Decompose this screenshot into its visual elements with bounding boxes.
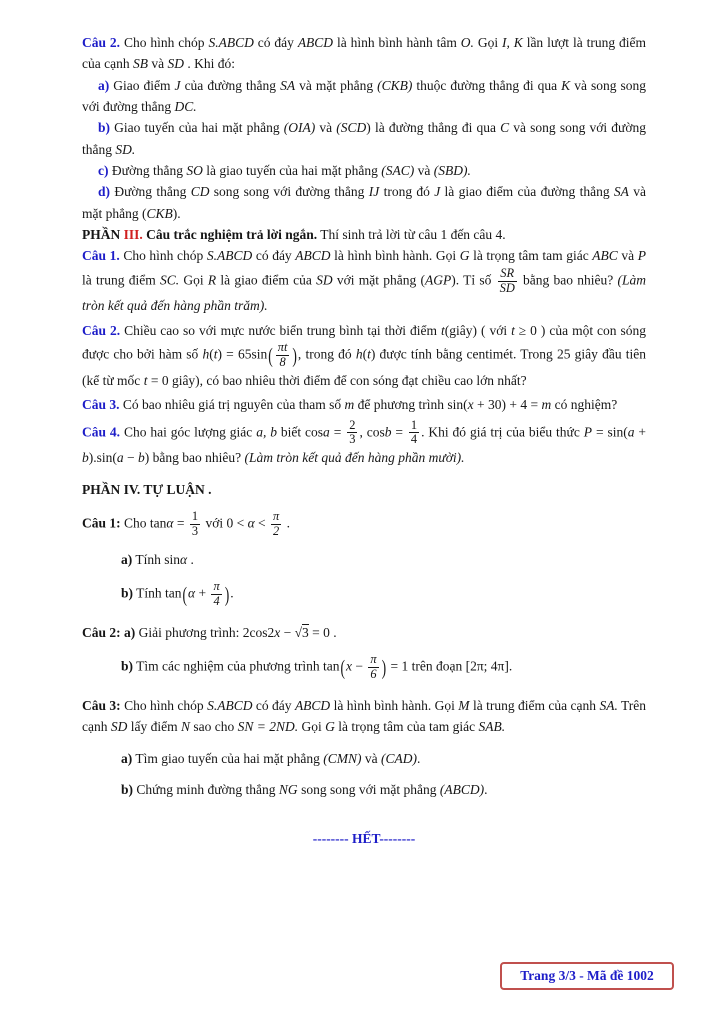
big-right-paren: ) — [381, 655, 387, 680]
fraction-numerator: πt — [277, 340, 288, 355]
text-run: b — [384, 424, 392, 440]
text-run: α — [180, 551, 188, 567]
text-run: (SBD). — [433, 162, 471, 178]
fraction-numerator: π — [273, 509, 280, 524]
fraction-denominator: SD — [499, 280, 515, 295]
text-run: III. — [123, 226, 143, 242]
fraction-denominator: 3 — [191, 523, 199, 538]
text-run: và — [617, 248, 638, 264]
text-run: a — [627, 424, 635, 440]
fraction-denominator: 4 — [213, 594, 220, 609]
text-run: là trọng tâm của tam giác — [334, 719, 479, 735]
text-run: b) — [121, 782, 134, 798]
text-run: Cho hình chóp — [119, 248, 207, 264]
fraction-denominator: 6 — [370, 667, 377, 682]
text-run: là hình bình hành. Gọi — [330, 698, 459, 714]
text-run: Chiều cao so với mực nước biển trung bình tại thời điểm — [120, 322, 441, 338]
part2-question-2-item-a — [82, 75, 646, 118]
text-run: . — [484, 782, 488, 798]
text-run: t — [143, 372, 148, 388]
text-run: và — [147, 56, 168, 72]
text-run: b) — [98, 120, 111, 136]
text-run: Câu 3. — [82, 397, 120, 413]
part3-question-4 — [82, 419, 646, 469]
text-run: ( — [209, 346, 214, 362]
text-run: là giao điểm của đường thẳng — [440, 184, 614, 200]
text-run: ABC — [592, 248, 618, 264]
text-run: và song song với đường thẳng — [82, 77, 646, 114]
radicand: 3 — [302, 624, 309, 640]
part4-header — [82, 479, 646, 500]
text-run: (SCD — [336, 120, 367, 136]
text-run: a — [116, 450, 124, 466]
text-run: Tính tan — [133, 585, 182, 601]
part2-question-2 — [82, 32, 646, 75]
text-run: với 0 < — [202, 515, 248, 531]
part3-header — [82, 224, 646, 245]
text-run: và mặt phẳng ( — [82, 184, 646, 221]
text-run: ABCD — [294, 698, 331, 714]
text-run: G — [459, 248, 470, 264]
text-run: − — [280, 624, 295, 640]
text-run: Gọi — [298, 719, 326, 735]
fraction-denominator: 2 — [273, 523, 280, 538]
text-run: R — [207, 272, 217, 288]
text-run: c) — [98, 162, 109, 178]
text-run: và — [315, 120, 337, 136]
text-run: CKB — [146, 205, 173, 221]
fraction-numerator: π — [370, 652, 377, 667]
text-run: a) — [121, 551, 133, 567]
part2-question-2-item-b — [82, 117, 646, 160]
text-run: SA — [280, 77, 296, 93]
fraction-numerator: π — [213, 579, 220, 594]
text-run: α — [188, 585, 196, 601]
text-run: Thí sinh trả lời từ câu 1 đến câu 4. — [317, 226, 506, 242]
fraction — [188, 510, 202, 539]
text-run: a) — [98, 77, 110, 93]
text-run: Câu 1. — [82, 248, 120, 264]
text-run: x — [274, 624, 281, 640]
text-run: bằng bao nhiêu? — [518, 272, 618, 288]
text-run: t — [441, 322, 445, 338]
text-run: b) — [121, 585, 134, 601]
part4-question-3-item-a — [121, 748, 646, 769]
text-run: ABCD — [297, 35, 334, 50]
text-run: và — [414, 162, 434, 178]
part4-question-2 — [82, 622, 646, 643]
text-run: CD — [190, 184, 210, 200]
text-run: + — [634, 424, 646, 440]
text-run: SAB. — [478, 719, 506, 735]
text-run: Giao điểm — [109, 77, 175, 93]
big-left-paren: ( — [340, 655, 346, 680]
fraction-denominator: 3 — [349, 432, 356, 447]
text-run: SB — [132, 56, 148, 72]
text-run: = 1 trên đoạn — [387, 658, 466, 674]
part2-question-2-item-c — [82, 160, 646, 181]
text-run: với mặt phẳng ( — [332, 272, 425, 288]
text-run: , cos — [359, 424, 385, 440]
text-run: I, K — [501, 35, 523, 50]
text-run: (CAD) — [380, 750, 417, 766]
text-run: (giây) ( với — [444, 322, 512, 338]
part4-question-1 — [82, 510, 646, 539]
text-run: Gọi — [179, 272, 208, 288]
end-marker: -------- HẾT-------- — [312, 831, 416, 847]
text-run: − — [352, 658, 367, 674]
square-root — [295, 624, 309, 640]
text-run: của đường thẳng — [180, 77, 281, 93]
text-run: Cho hình chóp — [120, 35, 209, 50]
text-run: ). — [172, 205, 181, 221]
text-run: h — [202, 346, 210, 362]
fraction — [496, 267, 519, 296]
text-run: Trên cạnh — [82, 698, 647, 735]
text-run: Câu 2: a) — [82, 624, 136, 640]
text-run: biết cos — [276, 424, 324, 440]
text-run: α — [247, 515, 255, 531]
text-run: SA — [613, 184, 629, 200]
big-left-paren: ( — [182, 582, 188, 607]
fraction — [345, 419, 359, 448]
text-run: t — [511, 322, 515, 338]
text-run: SD — [316, 272, 333, 288]
text-run: lần lượt là trung điểm của cạnh — [82, 35, 647, 72]
text-run: b — [138, 450, 145, 466]
text-run: (Làm tròn kết quả đến hàng phần mười). — [244, 450, 465, 466]
text-run: d) — [98, 184, 111, 200]
page-footer-box — [500, 962, 674, 990]
text-run: là hình bình hành tâm — [333, 35, 461, 50]
text-run: M — [458, 698, 470, 714]
text-run: ) bằng bao nhiêu? — [144, 450, 245, 466]
part4-question-3-item-b — [121, 779, 646, 800]
part3-question-1 — [82, 245, 646, 316]
text-run: Tìm giao tuyến của hai mặt phẳng — [132, 750, 324, 766]
text-run: ) được tính bằng centimét. Trong 25 giây đầu tiên (kể từ mốc — [82, 346, 647, 388]
text-run: . — [416, 750, 421, 766]
text-run: = 0 giây), có bao nhiêu thời điểm để con sóng đạt chiều cao lớn nhất? — [147, 372, 527, 388]
text-run: = — [329, 424, 346, 440]
text-run: J — [174, 77, 181, 93]
text-run: ) = 65sin — [217, 346, 268, 362]
text-run: và song song với đường thẳng — [82, 120, 646, 157]
text-run: (Làm tròn kết quả đến hàng phần trăm). — [82, 272, 647, 314]
text-run: SN = 2ND. — [237, 719, 299, 735]
text-run: là trọng tâm tam giác — [469, 248, 593, 264]
text-run: , trong đó — [297, 346, 356, 362]
fraction — [366, 653, 380, 682]
text-run: P — [637, 248, 646, 264]
text-run: b — [82, 450, 89, 466]
text-run: Giải phương trình: 2cos2 — [135, 624, 275, 640]
part4-question-1-item-b — [121, 580, 646, 609]
text-run: PHẦN — [82, 226, 124, 242]
text-run: Đường thẳng — [108, 162, 187, 178]
text-run: t — [367, 346, 371, 362]
text-run: = — [391, 424, 407, 440]
text-run: m — [344, 397, 355, 413]
text-run: lấy điểm — [127, 719, 181, 735]
text-run: Câu 3: — [82, 698, 121, 714]
text-run: S.ABCD — [206, 248, 253, 264]
text-run: t — [213, 346, 218, 362]
text-run: song song với đường thẳng — [209, 184, 369, 200]
text-run: là giao tuyến của hai mặt phẳng — [202, 162, 382, 178]
text-run: SD. — [115, 141, 136, 157]
text-run: ). Tỉ số — [451, 272, 496, 288]
text-run: Câu 1: — [82, 515, 121, 531]
page-content — [82, 32, 646, 850]
text-run: N — [180, 719, 190, 735]
fraction — [407, 419, 421, 448]
text-run: < — [254, 515, 270, 531]
text-run: là trung điểm — [82, 272, 160, 288]
text-run: b) — [121, 658, 134, 674]
text-run: x — [346, 658, 353, 674]
text-run: K — [561, 77, 571, 93]
text-run: có đáy — [252, 698, 295, 714]
big-right-paren: ) — [292, 343, 297, 368]
text-run: . Khi đó: — [183, 56, 235, 72]
text-run: để phương trình sin( — [354, 397, 468, 413]
text-run: = — [173, 515, 188, 531]
text-run: Câu 2. — [82, 322, 121, 338]
fraction — [274, 341, 292, 370]
text-run: + 30) + 4 = — [473, 397, 542, 413]
part3-question-2 — [82, 320, 646, 391]
text-run: (SAC) — [381, 162, 415, 178]
text-run: x — [467, 397, 474, 413]
text-run: ABCD — [295, 248, 331, 264]
text-run: Câu trắc nghiệm trả lời ngắn. — [142, 226, 318, 242]
fraction-numerator: 2 — [349, 417, 356, 432]
text-run: O. — [460, 35, 474, 50]
text-run: a — [323, 424, 330, 440]
text-run: Cho tan — [120, 515, 167, 531]
text-run: Câu 4. — [82, 424, 121, 440]
text-run: SO — [186, 162, 203, 178]
text-run: SD — [167, 56, 184, 72]
text-run: Cho hình chóp — [120, 698, 208, 714]
part2-question-2-item-d — [82, 181, 646, 224]
text-run: SA. — [599, 698, 618, 714]
text-run: h — [355, 346, 363, 362]
fraction-numerator: SR — [498, 267, 517, 282]
text-run: SD — [110, 719, 128, 735]
text-run: a, b — [256, 424, 277, 440]
text-run: (CKB) — [377, 77, 413, 93]
text-run: Tìm các nghiệm của phương trình tan — [133, 658, 340, 674]
fraction-denominator: 8 — [279, 354, 286, 369]
text-run: Có bao nhiêu giá trị nguyên của tham số — [119, 397, 345, 413]
text-run: có đáy — [253, 35, 298, 50]
text-run: có đáy — [252, 248, 296, 264]
text-run: S.ABCD — [207, 698, 253, 714]
text-run: thuộc đường thẳng đi qua — [412, 77, 562, 93]
text-run: C — [500, 120, 510, 136]
text-run: có nghiệm? — [551, 397, 618, 413]
fraction-denominator: 4 — [410, 432, 418, 447]
text-run: Cho hai góc lượng giác — [120, 424, 257, 440]
text-run: SC. — [159, 272, 180, 288]
text-run: (ABCD) — [439, 782, 485, 798]
text-run: . — [230, 585, 234, 601]
text-run: ≥ 0 ) của một con sóng được cho bởi hàm số — [82, 322, 647, 362]
fraction — [269, 510, 283, 539]
text-run: Tính sin — [132, 551, 181, 567]
part4-question-3 — [82, 695, 646, 738]
text-run: m — [541, 397, 552, 413]
text-run: ( — [362, 346, 368, 362]
text-run: NG — [278, 782, 298, 798]
text-run: là trung điểm của cạnh — [469, 698, 600, 714]
text-run: (OIA) — [283, 120, 316, 136]
big-right-paren: ) — [224, 582, 230, 607]
text-run: Đường thẳng — [110, 184, 191, 200]
text-run: là giao điểm của — [216, 272, 317, 288]
fraction-numerator: 1 — [191, 509, 199, 524]
text-run: sao cho — [190, 719, 238, 735]
text-run: Gọi — [473, 35, 502, 50]
text-run: a) — [121, 750, 133, 766]
page-footer-text: Trang 3/3 - Mã đề 1002 — [520, 968, 654, 983]
text-run: IJ — [368, 184, 380, 200]
text-run: AGP — [424, 272, 452, 288]
part4-question-1-item-a — [121, 549, 646, 570]
big-left-paren: ( — [268, 343, 273, 368]
text-run: α — [166, 515, 174, 531]
text-run: Giao tuyến của hai mặt phẳng — [110, 120, 284, 136]
text-run: = sin( — [592, 424, 628, 440]
text-run: . — [187, 551, 194, 567]
text-run: Chứng minh đường thẳng — [133, 782, 279, 798]
text-run: là hình bình hành. Gọi — [330, 248, 460, 264]
text-run: = 0 . — [308, 624, 337, 640]
fraction — [209, 580, 223, 609]
text-run: và — [361, 750, 381, 766]
text-run: . — [283, 515, 291, 531]
text-run: J — [434, 184, 441, 200]
text-run: + — [195, 585, 210, 601]
part4-question-2-item-b — [121, 653, 646, 682]
text-run: DC. — [174, 98, 197, 114]
text-run: . Khi đó giá trị của biểu thức — [421, 424, 584, 440]
text-run: − — [123, 450, 138, 466]
part3-question-3 — [82, 394, 646, 415]
text-run: S.ABCD — [208, 35, 254, 50]
text-run: trong đó — [379, 184, 435, 200]
text-run: ) là đường thẳng đi qua — [366, 120, 501, 136]
text-run: và mặt phẳng — [295, 77, 378, 93]
text-run: ).sin( — [88, 450, 117, 466]
text-run: G — [325, 719, 335, 735]
text-run: Câu 2. — [82, 35, 121, 50]
text-run: [2π; 4π] — [465, 658, 509, 674]
text-run: (CMN) — [323, 750, 362, 766]
fraction-numerator: 1 — [410, 417, 418, 432]
text-run: P — [583, 424, 593, 440]
text-run: song song với mặt phẳng — [297, 782, 440, 798]
radical-sign: √ — [294, 624, 302, 640]
text-run: . — [508, 658, 513, 674]
text-run: PHẦN IV. TỰ LUẬN . — [82, 481, 212, 497]
